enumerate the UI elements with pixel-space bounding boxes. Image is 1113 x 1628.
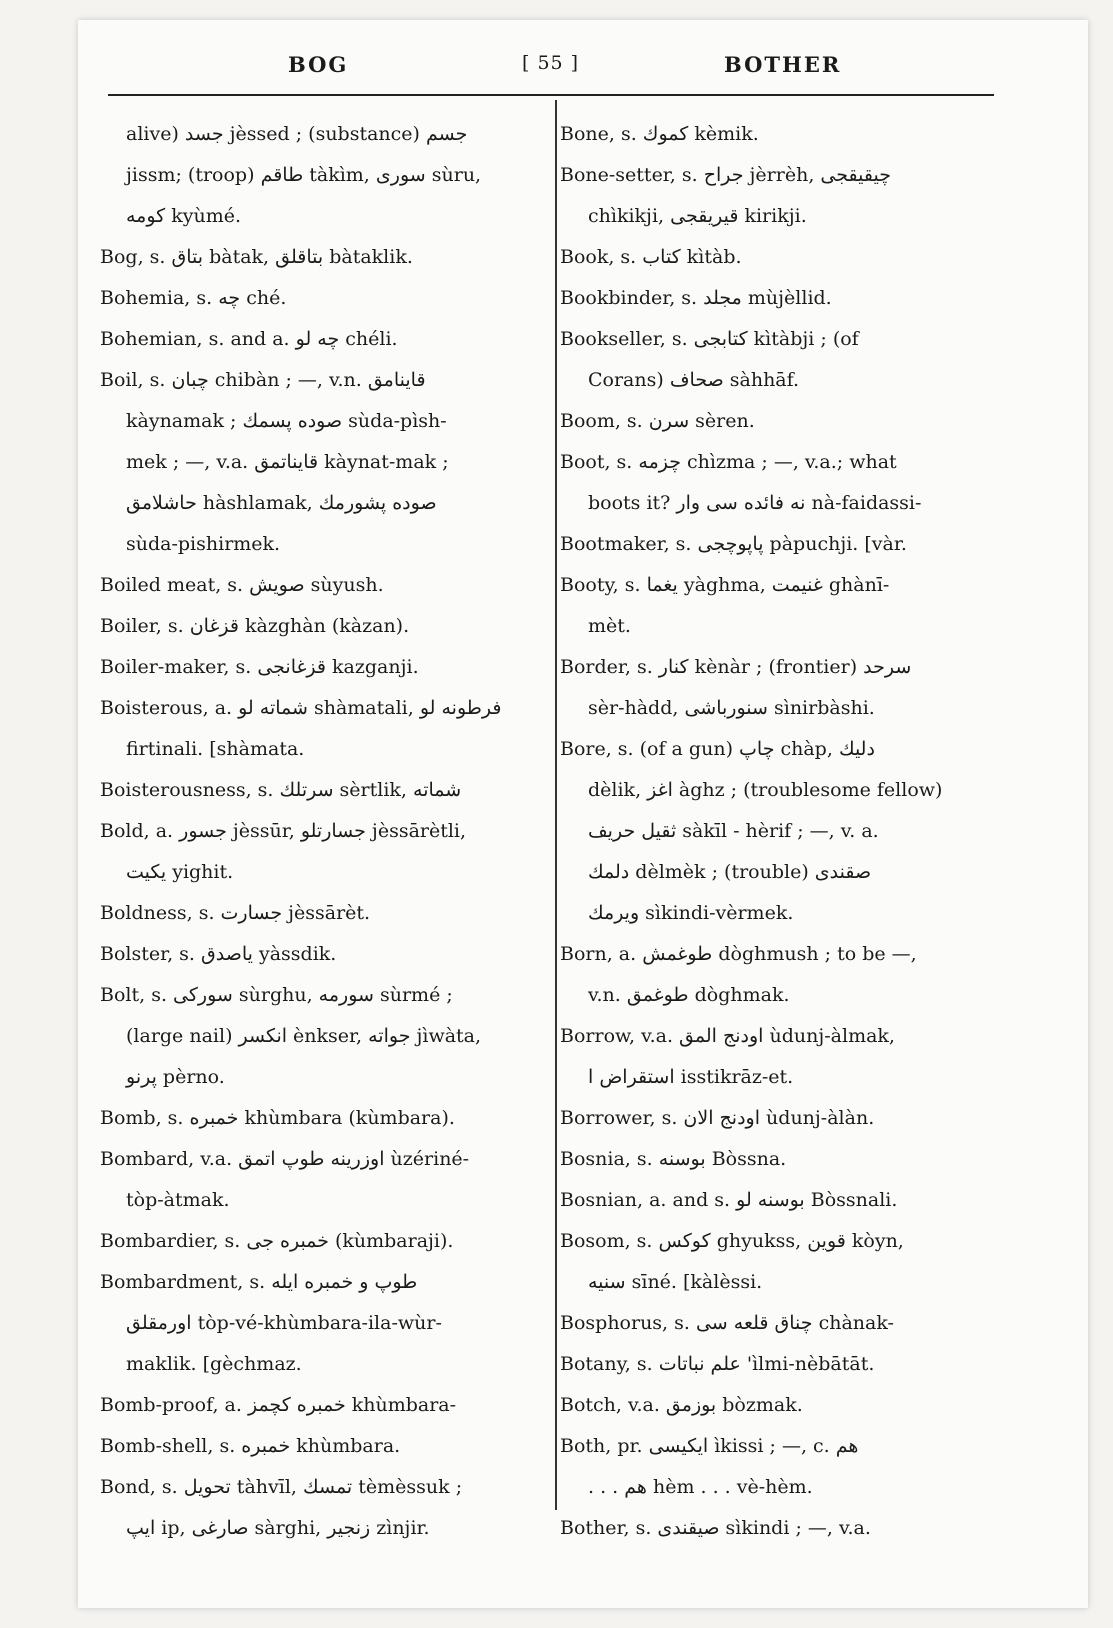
dictionary-line: سنیه sīné. [kàlèssi. xyxy=(588,1271,763,1293)
header-rule xyxy=(108,94,994,96)
dictionary-line: Bone-setter, s. جراح jèrrèh, چیقیقجی xyxy=(560,164,891,186)
dictionary-line: Bone, s. کموك kèmik. xyxy=(560,123,759,145)
dictionary-line: كومه kyùmé. xyxy=(126,205,242,227)
dictionary-line: Corans) صحاف sàhhāf. xyxy=(588,369,800,391)
dictionary-line: Bomb-shell, s. خمبره khùmbara. xyxy=(100,1435,401,1457)
dictionary-line: Bohemian, s. and a. چه لو chéli. xyxy=(100,328,398,350)
dictionary-line: jissm; (troop) طاقم tàkìm, سوری sùru, xyxy=(126,164,482,186)
dictionary-line: Bombard, v.a. اوزرینه طوپ اتمق ùzériné- xyxy=(100,1148,470,1170)
dictionary-line: Bold, a. جسور jèssūr, جسارتلو jèssārètli, xyxy=(100,820,467,842)
right-column xyxy=(560,114,990,1549)
dictionary-line: Borrow, v.a. اودنج المق ùdunj-àlmak, xyxy=(560,1025,895,1047)
dictionary-line: kàynamak ; صوده پسمك sùda-pìsh- xyxy=(126,410,447,432)
dictionary-line: alive) جسد jèssed ; (substance) جسم xyxy=(126,123,468,145)
dictionary-line: Book, s. کتاب kìtàb. xyxy=(560,246,742,268)
dictionary-line: Both, pr. ایکیسی ìkissi ; —, c. هم xyxy=(560,1435,859,1457)
dictionary-line: Bother, s. صیقندی sìkindi ; —, v.a. xyxy=(560,1517,871,1539)
header-first-word: BOG xyxy=(288,52,349,77)
dictionary-line: Boil, s. چبان chibàn ; —, v.n. قاینامق xyxy=(100,369,426,391)
dictionary-line: Boiler-maker, s. قزغانجی kazganji. xyxy=(100,656,419,678)
dictionary-line: Botany, s. علم نباتات 'ìlmi-nèbātāt. xyxy=(560,1353,875,1375)
dictionary-line: dèlik, اغز àghz ; (troublesome fellow) xyxy=(588,779,943,801)
dictionary-line: tòp-àtmak. xyxy=(126,1189,230,1211)
dictionary-line: Borrower, s. اودنج الان ùdunj-àlàn. xyxy=(560,1107,875,1129)
left-column xyxy=(100,114,540,1549)
dictionary-line: Born, a. طوغمش dòghmush ; to be —, xyxy=(560,943,917,965)
dictionary-line: Boiled meat, s. صویش sùyush. xyxy=(100,574,384,596)
dictionary-line: Bootmaker, s. پاپوچجی pàpuchji. [vàr. xyxy=(560,533,907,555)
dictionary-line: sèr-hàdd, سنورباشی sìnirbàshi. xyxy=(588,697,875,719)
dictionary-line: Bomb, s. خمبره khùmbara (kùmbara). xyxy=(100,1107,455,1129)
page-number: [ 55 ] xyxy=(522,52,580,74)
dictionary-line: Bosphorus, s. چناق قلعه سی chànak- xyxy=(560,1312,894,1334)
dictionary-line: استقراض ا isstikrāz-et. xyxy=(588,1066,794,1088)
dictionary-line: firtinali. [shàmata. xyxy=(126,738,305,760)
dictionary-line: Bosnia, s. بوسنه Bòssna. xyxy=(560,1148,787,1170)
page-header xyxy=(112,48,992,84)
dictionary-line: Bore, s. (of a gun) چاپ chàp, دلیك xyxy=(560,738,875,760)
dictionary-line: Bond, s. تحویل tàhvīl, تمسك tèmèssuk ; xyxy=(100,1476,463,1498)
dictionary-line: sùda-pishirmek. xyxy=(126,533,281,555)
dictionary-line: Bomb-proof, a. خمبره کچمز khùmbara- xyxy=(100,1394,457,1416)
dictionary-line: Boiler, s. قزغان kàzghàn (kàzan). xyxy=(100,615,410,637)
dictionary-line: . . . هم hèm . . . vè-hèm. xyxy=(588,1476,813,1498)
dictionary-line: maklik. [gèchmaz. xyxy=(126,1353,302,1375)
dictionary-line: دلمك dèlmèk ; (trouble) صقندی xyxy=(588,861,872,883)
dictionary-line: ثقیل حریف sàkīl - hèrif ; —, v. a. xyxy=(588,820,879,842)
dictionary-line: Boot, s. چزمه chìzma ; —, v.a.; what xyxy=(560,451,897,473)
dictionary-line: Bolt, s. سورکی sùrghu, سورمه sùrmé ; xyxy=(100,984,453,1006)
dictionary-line: ایپ ip, صارغی sàrghi, زنجیر zìnjir. xyxy=(126,1517,430,1539)
dictionary-line: Bookbinder, s. مجلد mùjèllid. xyxy=(560,287,832,309)
dictionary-line: Bookseller, s. کتابجی kìtàbji ; (of xyxy=(560,328,859,350)
dictionary-line: v.n. طوغمق dòghmak. xyxy=(588,984,790,1006)
dictionary-line: Bosom, s. کوکس ghyukss, قوین kòyn, xyxy=(560,1230,904,1252)
dictionary-line: boots it? نه فائده سی وار nà-faidassi- xyxy=(588,492,922,514)
dictionary-line: Border, s. کنار kènàr ; (frontier) سرحد xyxy=(560,656,912,678)
dictionary-line: یکیت yighit. xyxy=(126,861,234,883)
dictionary-line: Boisterousness, s. سرتلك sèrtlik, شماته xyxy=(100,779,462,801)
dictionary-line: Botch, v.a. بوزمق bòzmak. xyxy=(560,1394,803,1416)
dictionary-line: Boom, s. سرن sèren. xyxy=(560,410,755,432)
dictionary-line: mèt. xyxy=(588,615,631,637)
column-divider xyxy=(555,100,557,1510)
header-last-word: BOTHER xyxy=(724,52,842,77)
dictionary-line: Bolster, s. یاصدق yàssdik. xyxy=(100,943,337,965)
dictionary-line: Bohemia, s. چه ché. xyxy=(100,287,287,309)
dictionary-line: Bosnian, a. and s. بوسنه لو Bòssnali. xyxy=(560,1189,898,1211)
dictionary-line: Boldness, s. جسارت jèssārèt. xyxy=(100,902,371,924)
dictionary-line: اورمقلق tòp-vé-khùmbara-ila-wùr- xyxy=(126,1312,442,1334)
dictionary-line: Bombardier, s. خمبره جی (kùmbaraji). xyxy=(100,1230,454,1252)
dictionary-line: پرنو pèrno. xyxy=(126,1066,225,1088)
dictionary-line: mek ; —, v.a. قایناتمق kàynat-mak ; xyxy=(126,451,449,473)
dictionary-line: (large nail) انکسر ènkser, جواته jìwàta, xyxy=(126,1025,482,1047)
dictionary-line: Bombardment, s. طوپ و خمبره ایله xyxy=(100,1271,418,1293)
dictionary-line: ویرمك sìkindi-vèrmek. xyxy=(588,902,794,924)
dictionary-line: Bog, s. بتاق bàtak, بتاقلق bàtaklik. xyxy=(100,246,413,268)
dictionary-line: chìkikji, قیریقجی kirikji. xyxy=(588,205,807,227)
dictionary-line: Booty, s. یغما yàghma, غنیمت ghànī- xyxy=(560,574,890,596)
dictionary-line: حاشلامق hàshlamak, صوده پشورمك xyxy=(126,492,437,514)
dictionary-line: Boisterous, a. شماته لو shàmatali, فرطونه لو xyxy=(100,697,502,719)
